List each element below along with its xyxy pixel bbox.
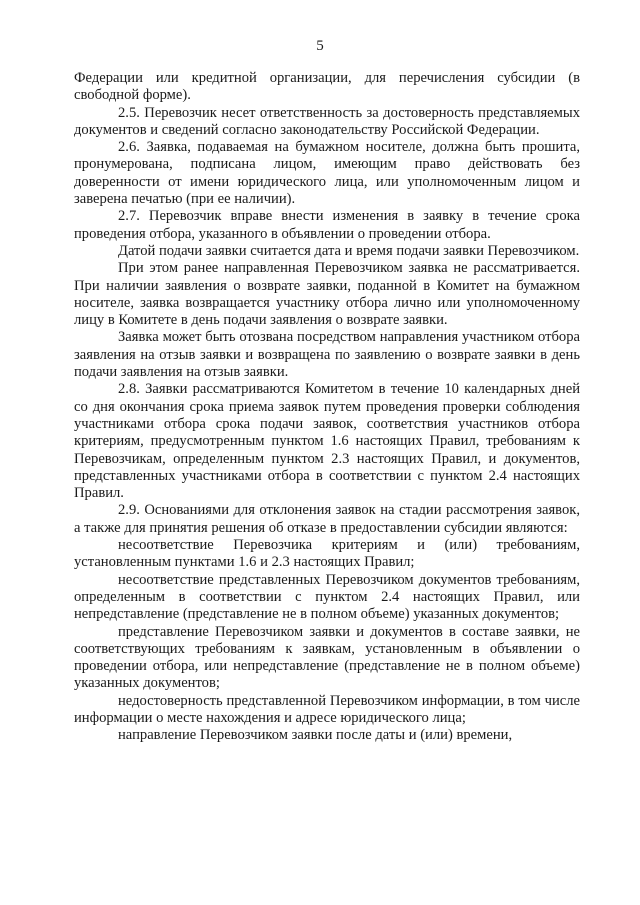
list-item-application-mismatch: представление Перевозчиком заявки и документов в составе заявки, не соответствующих требованиям к заявкам, установленным в объявлении о проведении отбора, или непредставление (представление не в полном объеме) указанных документов; xyxy=(74,623,580,692)
paragraph-2-5: 2.5. Перевозчик несет ответственность за достоверность представляемых документов и сведений согласно законодательству Российской Федерации. xyxy=(74,104,580,138)
list-item-documents-mismatch: несоответствие представленных Перевозчиком документов требованиям, определенным в соответствии с пунктом 2.4 настоящих Правил, или непредставление (представление не в полном объеме) указанных документов; xyxy=(74,571,580,623)
page-number: 5 xyxy=(316,38,324,54)
list-item-late-submission: направление Перевозчиком заявки после даты и (или) времени, xyxy=(118,727,513,744)
paragraph-2-7: 2.7. Перевозчик вправе внести изменения в заявку в течение срока проведения отбора, указанного в объявлении о проведении отбора. xyxy=(74,208,580,242)
paragraph-2-8: 2.8. Заявки рассматриваются Комитетом в течение 10 календарных дней со дня окончания срока приема заявок путем проведения проверки соблюдения участниками отбора срока подачи заявок, соответствия участников отбора критериям, предусмотренным пунктом 1.6 настоящих Правил, требованиям к Перевозчикам, определенным пунктом 2.3 настоящих Правил, и документов, представленных участниками отбора в соответствии с пунктом 2.4 настоящих Правил. xyxy=(74,381,580,502)
paragraph-2-6: 2.6. Заявка, подаваемая на бумажном носителе, должна быть прошита, пронумерована, подписана лицом, имеющим право действовать без доверенности от имени юридического лица, или уполномоченным лицом и заверена печатью (при ее наличии). xyxy=(74,139,580,208)
paragraph-previous-application: При этом ранее направленная Перевозчиком заявка не рассматривается. При наличии заявления о возврате заявки, поданной в Комитет на бумажном носителе, заявка возвращается участнику отбора лично или уполномоченному лицу в Комитете в день подачи заявления о возврате заявки. xyxy=(74,260,580,329)
paragraph-2-9: 2.9. Основаниями для отклонения заявок на стадии рассмотрения заявок, а также для принятия решения об отказе в предоставлении субсидии являются: xyxy=(74,502,580,536)
list-item-criteria-mismatch: несоответствие Перевозчика критериям и (или) требованиям, установленным пунктами 1.6 и 2.3 настоящих Правил; xyxy=(74,537,580,571)
paragraph-submission-date: Датой подачи заявки считается дата и время подачи заявки Перевозчиком. xyxy=(118,242,580,259)
document-body xyxy=(74,70,580,745)
list-item-false-information: недостоверность представленной Перевозчиком информации, в том числе информации о месте нахождения и адресе юридического лица; xyxy=(74,692,580,726)
paragraph-continuation: Федерации или кредитной организации, для перечисления субсидии (в свободной форме). xyxy=(74,70,580,104)
paragraph-withdrawal: Заявка может быть отозвана посредством направления участником отбора заявления на отзыв заявки и возвращена по заявлению о возврате заявки в день подачи заявления на отзыв заявки. xyxy=(74,329,580,381)
